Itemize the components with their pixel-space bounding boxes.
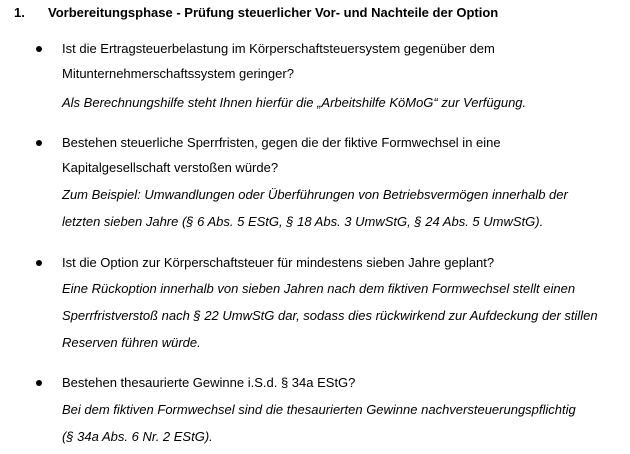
bullet-icon <box>36 380 42 386</box>
note-line: Reserven führen würde. <box>62 335 201 350</box>
question-line: Bestehen steuerliche Sperrfristen, gegen die der fiktive Formwechsel in eine <box>62 135 501 150</box>
note-line: Bei dem fiktiven Formwechsel sind die thesaurierten Gewinne nachversteuerungspflichtig <box>62 402 576 417</box>
note-line: (§ 34a Abs. 6 Nr. 2 EStG). <box>62 429 213 444</box>
question-line: Mitunternehmerschaftssystem geringer? <box>62 66 294 81</box>
section-title: Vorbereitungsphase - Prüfung steuerlicher Vor- und Nachteile der Option <box>48 5 499 20</box>
question-line: Kapitalgesellschaft verstoßen würde? <box>62 160 279 175</box>
bullet-icon <box>36 46 42 52</box>
bullet-icon <box>36 140 42 146</box>
note-line: Als Berechnungshilfe steht Ihnen hierfür die „Arbeitshilfe KöMoG“ zur Verfügung. <box>62 95 527 110</box>
question-line: Ist die Ertragsteuerbelastung im Körperschaftsteuersystem gegenüber dem <box>62 41 495 56</box>
question-line: Ist die Option zur Körperschaftsteuer für mindestens sieben Jahre geplant? <box>62 255 495 270</box>
section-number: 1. <box>14 5 25 20</box>
note-line: letzten sieben Jahre (§ 6 Abs. 5 EStG, § 18 Abs. 3 UmwStG, § 24 Abs. 5 UmwStG). <box>62 214 544 229</box>
bullet-icon <box>36 260 42 266</box>
note-line: Sperrfristverstoß nach § 22 UmwStG dar, sodass dies rückwirkend zur Aufdeckung der stillen <box>62 308 598 323</box>
section-heading <box>14 4 498 22</box>
note-line: Zum Beispiel: Umwandlungen oder Überführungen von Betriebsvermögen innerhalb der <box>62 187 568 202</box>
question-line: Bestehen thesaurierte Gewinne i.S.d. § 34a EStG? <box>62 375 356 390</box>
note-line: Eine Rückoption innerhalb von sieben Jahren nach dem fiktiven Formwechsel stellt einen <box>62 281 576 296</box>
